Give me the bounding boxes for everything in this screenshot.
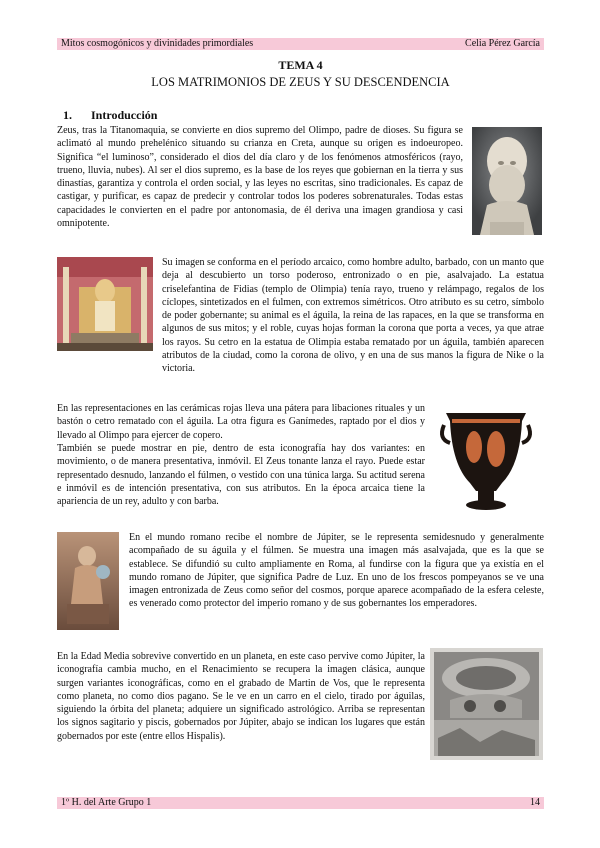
chapter-title: TEMA 4 [278,58,323,72]
chapter-subtitle: LOS MATRIMONIOS DE ZEUS Y SU DESCENDENCIA [151,75,450,89]
jupiter-fresco-image [57,532,119,630]
paragraph-1: Zeus, tras la Titanomaquia, se convierte en dios supremo del Olimpo, padre de dioses. Su figura se aclimató al mundo prehelénico situando su crianza en Creta, aunque su origen es indoeuropeo. Significa “el luminoso”, considerado el dios del día claro y de los fenómenos atmosféricos (rayo, trueno, lluvia, nubes). Al ser el dios supremo, es la base de los reyes que gobiernan en la tierra y sus dinastías, garantiza y controla el orden social, y las leyes no escritas, sino tradicionales. Es capaz de castigar, y purificar, es capaz de predecir y controlar todos los poderes sobrenaturales. Todas estas capacidades le convierten en el padre por antonomasia, de él deriva una imagen grandiosa y casi omnipotente. [57,125,463,230]
page-footer [57,797,544,809]
paragraph-2: Su imagen se conforma en el período arcaico, como hombre adulto, barbado, con un manto que deja al descubierto un torso poderoso, entronizado o en pie, asalvajado. La estatua criselefantina de Fidias (templo de Olimpia) tenía rayo, trueno y relámpago, regalos de los cíclopes, sintetizados en el fulmen, con extremos simétricos. Otro atributo es su cetro, símbolo de poder gobernante; su animal es el águila, la reina de las rapaces, en la que se transforma en algunos de sus mitos; y el roble, cuyas hojas forman la corona que porta a veces, ya que atrae los rayos. Su cetro en la estatua de Olimpia estaba rematado por un águila, también aparecen atributos de la ciudad, como la corona de olivo, y en una de sus manos la figura de Nike o la victoria. [162,257,544,375]
zeus-olympia-statue-image [57,257,153,351]
section-heading [63,108,157,123]
header-right-text: Celia Pérez García [465,38,540,49]
zeus-bust-image [472,127,542,235]
paragraph-3: En las representaciones en las cerámicas rojas lleva una pátera para libaciones rituales y un bastón o cetro rematado con el águila. La otra figura es Ganímedes, raptado por el dios y llevado al Olimpo para ejercer de copero. [57,403,425,441]
paragraph-4: También se puede mostrar en pie, dentro de esta iconografía hay dos variantes: en movimiento, o de manera presentativa, inmóvil. El Zeus tonante lanza el rayo. Puede estar representado desnudo, lanzando el fúlmen, o vestido con una túnica larga. Su actitud serena e inmóvil es de intención presentativa, con sus atributos. En la época arcaica tiene la apariencia de un rey, adulto y con barba. [57,443,425,508]
martin-de-vos-engraving-image [430,648,543,760]
footer-left-text: 1º H. del Arte Grupo 1 [61,797,152,808]
page-number: 14 [530,797,540,808]
section-number: 1. [63,108,72,122]
red-figure-krater-image [436,405,536,513]
paragraph-6: En la Edad Media sobrevive convertido en un planeta, en este caso pervive como Júpiter, la iconografía cambia mucho, en el Renacimiento se recupera la imagen clásica, aunque surgen variantes iconográficas, como en el grabado de Martin de Vos, que le representa como planeta, no como dios pagano. Se le ve en un carro en el cielo, tirado por águilas, siguiendo la órbita del planeta; adquiere un significado astrológico. Arriba se representan los signos sagitario y piscis, gobernados por Júpiter, abajo se indican los lugares que están gobernados por este (entre ellos Hispalis). [57,651,425,742]
paragraph-5: En el mundo romano recibe el nombre de Júpiter, se le representa semidesnudo y generalmente acompañado de su águila y el fúlmen. Se muestra una imagen más asalvajada, que es la que se establece. Se difundió su culto ampliamente en Roma, al fundirse con la figura que ya existía en el mundo romano de Júpiter, que significa Padre de Luz. En uno de los frescos pompeyanos se ve una imagen entronizada de Zeus como señor del cosmos, porque aparece acompañado de la esfera celeste, es venerado como protector del imperio romano y de sus gobernantes los emperadores. [129,532,544,610]
page-header [57,38,544,50]
section-title: Introducción [91,108,158,122]
header-left-text: Mitos cosmogónicos y divinidades primordiales [61,38,254,49]
